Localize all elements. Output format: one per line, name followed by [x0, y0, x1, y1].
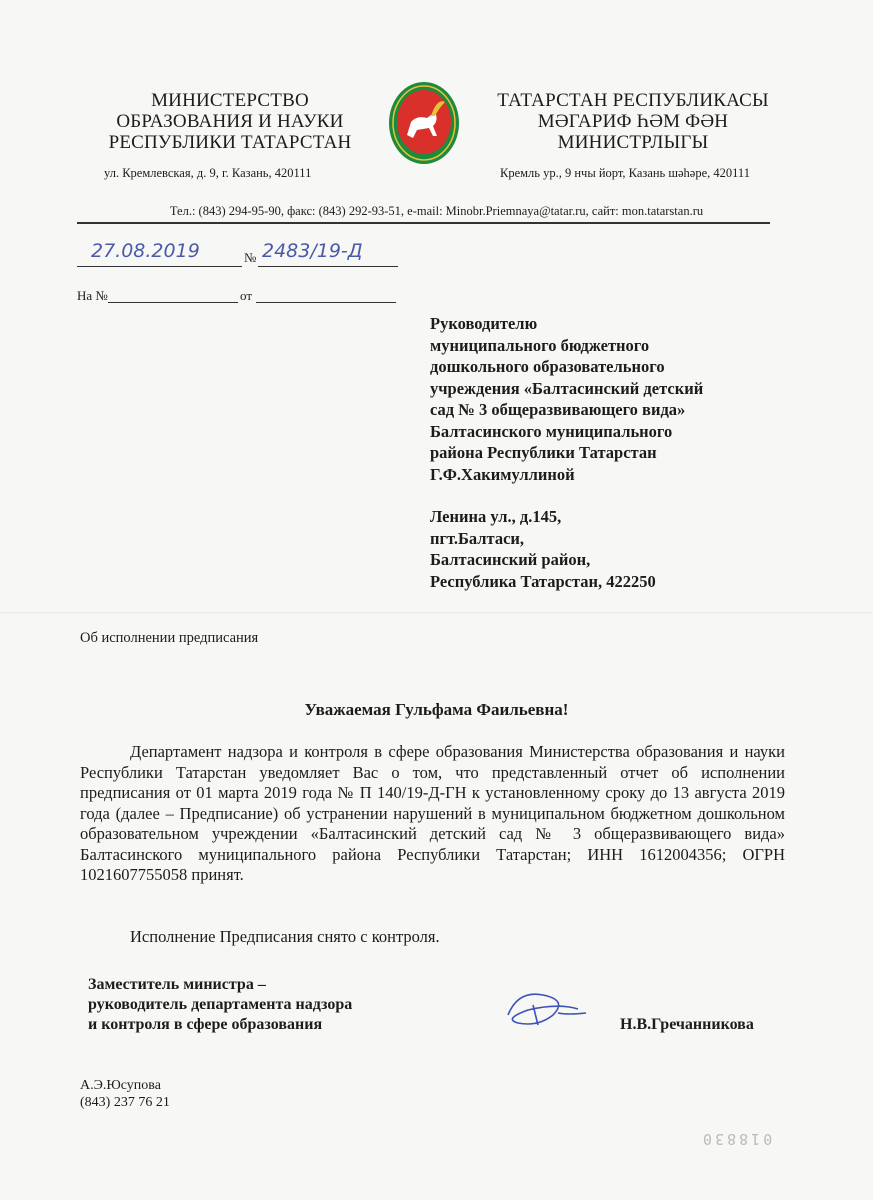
- number-value: 2483/19-Д: [262, 240, 363, 262]
- recipient-line: дошкольного образовательного: [430, 357, 665, 376]
- salutation: Уважаемая Гульфама Фаильевна!: [304, 700, 569, 719]
- recipient-line: района Республики Татарстан: [430, 443, 657, 462]
- executor-block: [80, 1077, 170, 1111]
- subject: Об исполнении предписания: [80, 630, 259, 646]
- recipient-line: Руководителю: [430, 314, 538, 333]
- address-line: Ленина ул., д.145,: [430, 507, 562, 526]
- org-line: МИНИСТЕРСТВО: [151, 90, 309, 111]
- signatory-position: [88, 975, 352, 1035]
- recipient-line: учреждения «Балтасинский детский: [430, 378, 704, 398]
- ministry-name-ru: [100, 90, 360, 153]
- executor-name: А.Э.Юсупова: [80, 1078, 161, 1093]
- number-field: [258, 240, 398, 267]
- position-line: Заместитель министра –: [88, 976, 266, 993]
- org-line: РЕСПУБЛИКИ ТАТАРСТАН: [108, 132, 352, 153]
- paper-fold: [0, 612, 873, 614]
- address-tt: Кремль ур., 9 нчы йорт, Казань шәһәре, 420111: [500, 166, 750, 180]
- signatory-name: Н.В.Гречанникова: [620, 1016, 754, 1033]
- executor-phone: (843) 237 76 21: [80, 1095, 170, 1110]
- reply-number-field: [108, 288, 238, 303]
- reply-number-label: На №: [77, 288, 108, 303]
- coat-of-arms-emblem: [387, 80, 461, 166]
- address-line: Балтасинский район,: [430, 550, 591, 569]
- recipient-line: муниципального бюджетного: [430, 335, 650, 355]
- address-line: пгт.Балтаси,: [430, 528, 525, 548]
- body-paragraph: Исполнение Предписания снято с контроля.: [130, 927, 440, 946]
- reply-date-label: от: [240, 288, 253, 303]
- date-value: 27.08.2019: [91, 240, 200, 262]
- ministry-name-tt: [488, 90, 778, 153]
- header-divider: [77, 222, 770, 224]
- body-paragraph: Департамент надзора и контроля в сфере образования Министерства образования и науки Республики Татарстан уведомляет Вас о том, что представленный отчет об исполнении предписания от 01 марта 2019 года № П 140/19-Д-ГН к установленному сроку до 13 августа 2019 года (далее – Предписание) об устранении нарушений в муниципальном бюджетном дошкольном образовательном учреждении «Балтасинский детский сад № 3 общеразвивающего вида» Балтасинского муниципального района Республики Татарстан; ИНН 1612004356; ОГРН 1021607755058 принят.: [80, 742, 785, 884]
- org-line: МӘГАРИФ ҺӘМ ФӘН: [537, 111, 729, 132]
- contacts-line: Тел.: (843) 294-95-90, факс: (843) 292-93-51, e-mail: Minobr.Priemnaya@tatar.ru, сайт: mon.tatarstan.ru: [169, 204, 704, 218]
- position-line: и контроля в сфере образования: [88, 1016, 323, 1033]
- recipient-line: Г.Ф.Хакимуллиной: [430, 464, 575, 484]
- handwritten-signature: [498, 985, 598, 1040]
- serial-number: 018830: [700, 1130, 773, 1148]
- recipient-line: сад № 3 общеразвивающего вида»: [430, 400, 686, 419]
- recipient-block: [430, 313, 703, 592]
- address-line: Республика Татарстан, 422250: [430, 571, 656, 591]
- address-ru: ул. Кремлевская, д. 9, г. Казань, 420111: [104, 166, 312, 180]
- org-line: ТАТАРСТАН РЕСПУБЛИКАСЫ: [497, 90, 769, 111]
- org-line: ОБРАЗОВАНИЯ И НАУКИ: [116, 111, 344, 132]
- reply-date-field: [256, 288, 396, 303]
- date-field: [77, 240, 242, 267]
- position-line: руководитель департамента надзора: [88, 996, 353, 1013]
- recipient-line: Балтасинского муниципального: [430, 421, 673, 441]
- number-label: №: [244, 250, 257, 265]
- org-line: МИНИСТРЛЫГЫ: [557, 132, 709, 153]
